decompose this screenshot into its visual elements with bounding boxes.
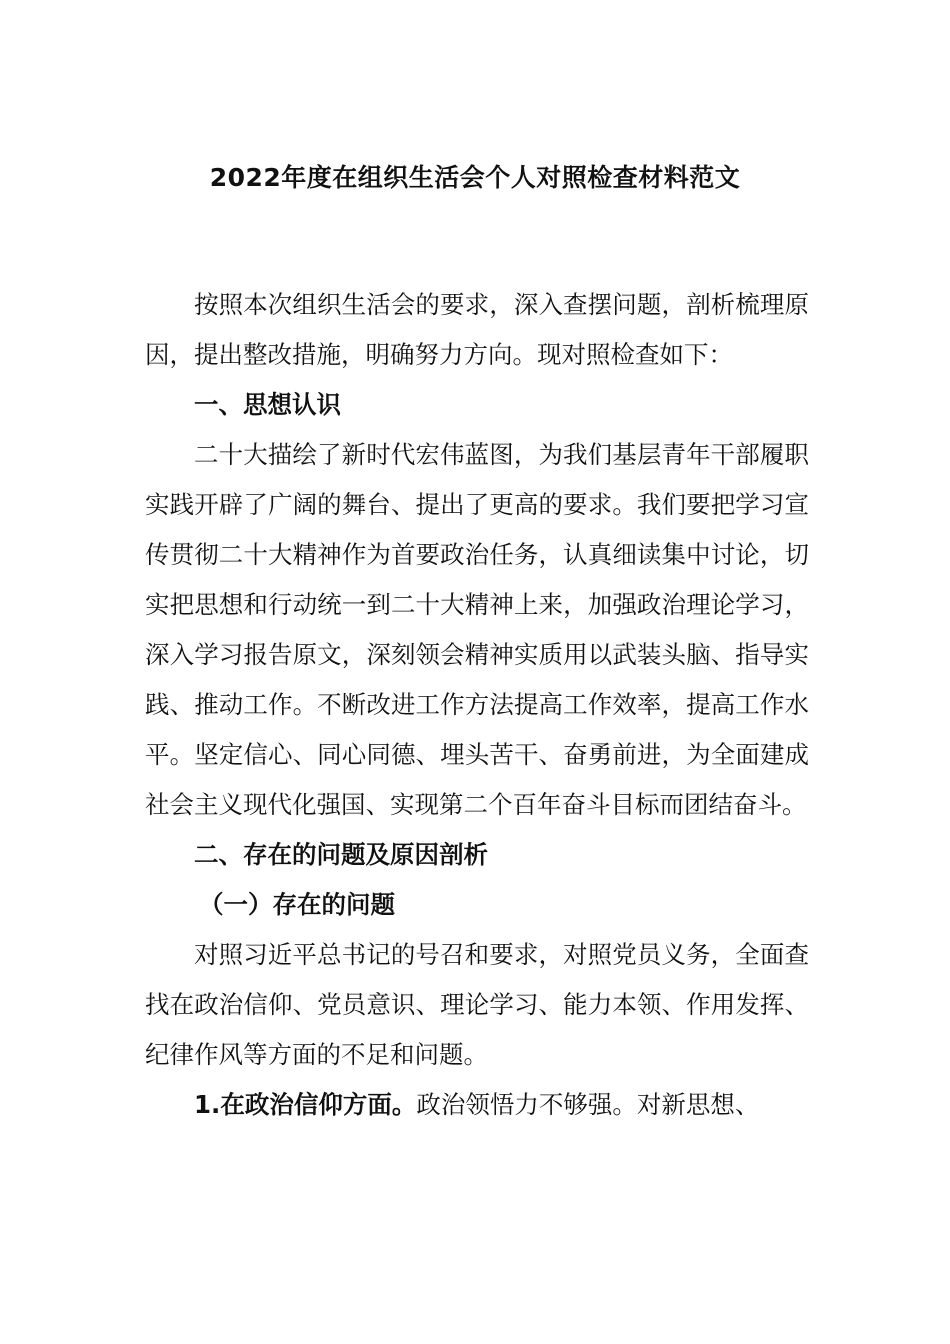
item-title-political-belief: 1.在政治信仰方面。 [194, 1090, 417, 1119]
document-title: 2022年度在组织生活会个人对照检查材料范文 [209, 163, 741, 192]
item-text-political-belief: 政治领悟力不够强。对新思想、 [416, 1090, 760, 1119]
item-paragraph-political-belief [145, 1080, 809, 1130]
section-heading-problems: 二、存在的问题及原因剖析 [194, 840, 488, 869]
intro-paragraph: 按照本次组织生活会的要求，深入查摆问题，剖析梳理原因，提出整改措施，明确努力方向。现对照检查如下： [145, 290, 809, 369]
subsection-paragraph-problems: 对照习近平总书记的号召和要求，对照党员义务，全面查找在政治信仰、党员意识、理论学习、能力本领、作用发挥、纪律作风等方面的不足和问题。 [145, 940, 809, 1069]
section-heading-thinking: 一、思想认识 [194, 390, 341, 419]
document-body [145, 280, 809, 1130]
subsection-heading-problems: （一）存在的问题 [199, 890, 395, 919]
section-paragraph-thinking: 二十大描绘了新时代宏伟蓝图，为我们基层青年干部履职实践开辟了广阔的舞台、提出了更高的要求。我们要把学习宣传贯彻二十大精神作为首要政治任务，认真细读集中讨论，切实把思想和行动统一到二十大精神上来，加强政治理论学习，深入学习报告原文，深刻领会精神实质用以武装头脑、指导实践、推动工作。不断改进工作方法提高工作效率，提高工作水平。坚定信心、同心同德、埋头苦干、奋勇前进，为全面建成社会主义现代化强国、实现第二个百年奋斗目标而团结奋斗。 [145, 440, 809, 819]
